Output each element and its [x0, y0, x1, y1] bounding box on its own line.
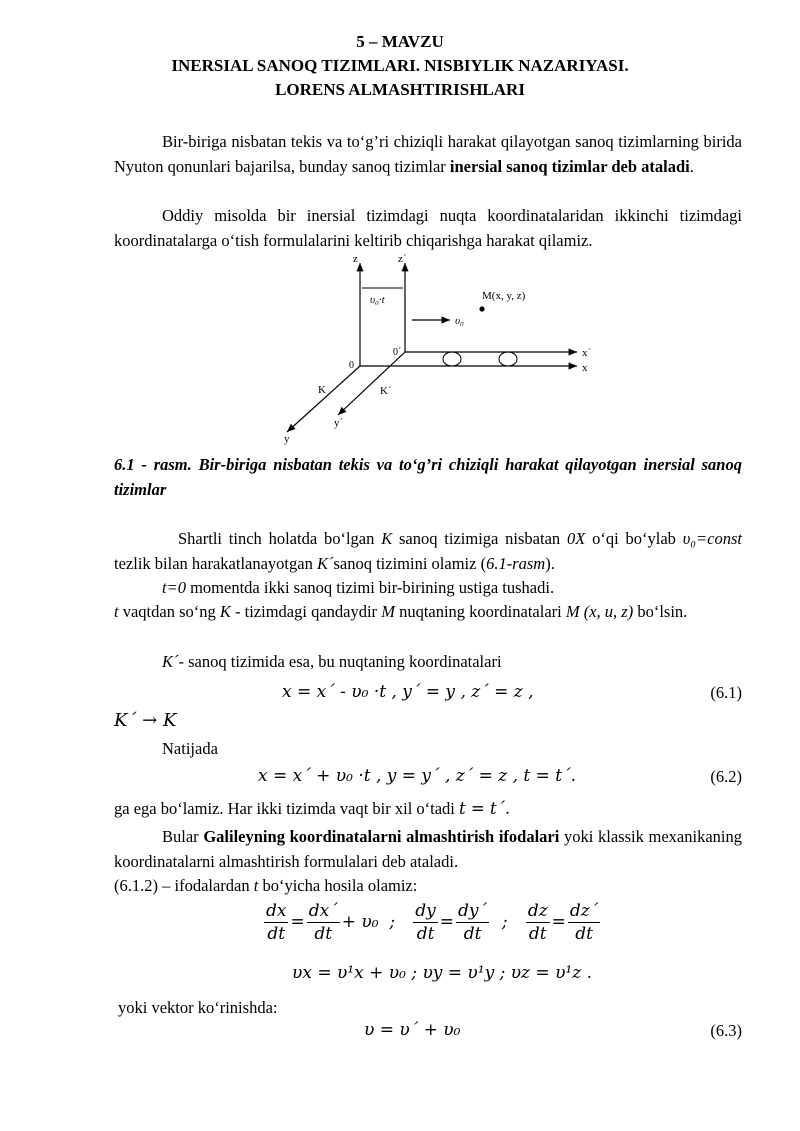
paragraph-4: t=0 momentda ikki sanoq tizimi bir-birining ustiga tushadi.	[162, 578, 555, 597]
paragraph-7: ga ega bo‘lamiz. Har ikki tizimda vaqt bir xil o‘tadi t = t´.	[114, 799, 511, 818]
equation-6-2-number: (6.2)	[710, 767, 742, 786]
fraction-dzp-dt: $\frac{dz´}{dt}$	[569, 901, 599, 944]
wheel-2	[499, 352, 517, 366]
fraction-dy-dt: $\frac{dy}{dt}$	[415, 901, 436, 944]
wheel-1	[443, 352, 461, 366]
paragraph-5: t vaqtdan so‘ng K - tizimdagi qandaydir M nuqtaning koordinatalari M (x, u, z) bo‘lsin.	[114, 602, 688, 621]
label-origin: 0	[349, 360, 354, 371]
equation-6-2: x = x´ + υ₀ ·t , y = y´ , z´ = z , t = t´.	[258, 766, 577, 786]
paragraph-10: yoki vektor ko‘rinishda:	[118, 998, 278, 1017]
label-v0: υ₀	[455, 315, 464, 327]
figure-6-1	[270, 252, 610, 447]
fraction-dx-dt: $\frac{dx}{dt}$	[266, 901, 287, 944]
velocity-components: υx = υ¹x + υ₀ ; υy = υ¹y ; υz = υ¹z .	[292, 963, 592, 983]
label-z-prime: z´	[398, 253, 407, 265]
equation-6-1-number: (6.1)	[710, 683, 742, 702]
title-line-2: LORENS ALMASHTIRISHLARI	[275, 80, 525, 99]
paragraph-1: Bir-biriga nisbatan tekis va to‘g’ri chiziqli harakat qilayotgan sanoq tizimlarning birida Nyuton qonunlari bajarilsa, bunday sanoq tizimlar inersial sanoq tizimlar deb ataladi.	[114, 132, 742, 176]
natijada-label: Natijada	[162, 739, 218, 758]
fraction-dxp-dt: $\frac{dx´}{dt}$	[308, 901, 338, 944]
label-x-prime: x´	[582, 347, 592, 359]
label-y-prime: y´	[334, 417, 344, 429]
figure-caption: 6.1 - rasm. Bir-biriga nisbatan tekis va to‘g’ri chiziqli harakat qilayotgan inersial sanoq tizimlar	[114, 455, 742, 499]
label-k: K	[318, 384, 326, 396]
topic-heading: 5 – MAVZU	[356, 32, 444, 51]
title-line-1: INERSIAL SANOQ TIZIMLARI. NISBIYLIK NAZARIYASI.	[171, 56, 629, 75]
derivative-equations: $\frac{dx}{dt}$ = $\frac{dx´}{dt}$ + υ₀ ; $\frac{dy}{dt}$ = $\frac{dy´}{dt}$ ; $\frac{dz}{dt}$ = $\frac{dz´}{dt}$	[266, 901, 599, 944]
paragraph-3: Shartli tinch holatda bo‘lgan K sanoq tizimiga nisbatan 0X o‘qi bo‘ylab υ₀=const tezlik bilan harakatlanayotgan K´sanoq tizimini olamiz (6.1-rasm).	[114, 529, 742, 573]
label-origin-prime: 0´	[393, 347, 402, 358]
paragraph-2: Oddiy misolda bir inersial tizimdagi nuqta koordinatalaridan ikkinchi tizimdagi koordinatalarga o‘tish formulalarini keltirib chiqarishga harakat qilamiz.	[114, 206, 742, 250]
equation-6-3: υ = υ´ + υ₀	[364, 1020, 461, 1040]
label-y: y	[284, 433, 290, 445]
label-x: x	[582, 362, 588, 374]
equation-6-3-number: (6.3)	[710, 1021, 742, 1040]
label-v0t: υ₀·t	[370, 294, 385, 306]
fraction-dyp-dt: $\frac{dy´}{dt}$	[458, 901, 488, 944]
paragraph-6: K´- sanoq tizimida esa, bu nuqtaning koordinatalari	[162, 652, 502, 671]
equation-6-1: x = x´ - υ₀ ·t , y´ = y , z´ = z ,	[282, 682, 534, 702]
y-axis	[287, 366, 360, 432]
label-k-prime: K´	[380, 385, 392, 397]
paragraph-9: (6.1.2) – ifodalardan t bo‘yicha hosila olamiz:	[114, 876, 418, 895]
frame-transition: K´ → K	[114, 710, 177, 731]
fraction-dz-dt: $\frac{dz}{dt}$	[527, 901, 548, 944]
paragraph-8: Bular Galileyning koordinatalarni almashtirish ifodalari yoki klassik mexanikaning koordinatalarni almashtirish formulalari deb ataladi.	[114, 827, 742, 871]
point-m	[479, 306, 484, 311]
label-point-m: M(x, y, z)	[482, 290, 526, 302]
label-z: z	[353, 253, 358, 265]
